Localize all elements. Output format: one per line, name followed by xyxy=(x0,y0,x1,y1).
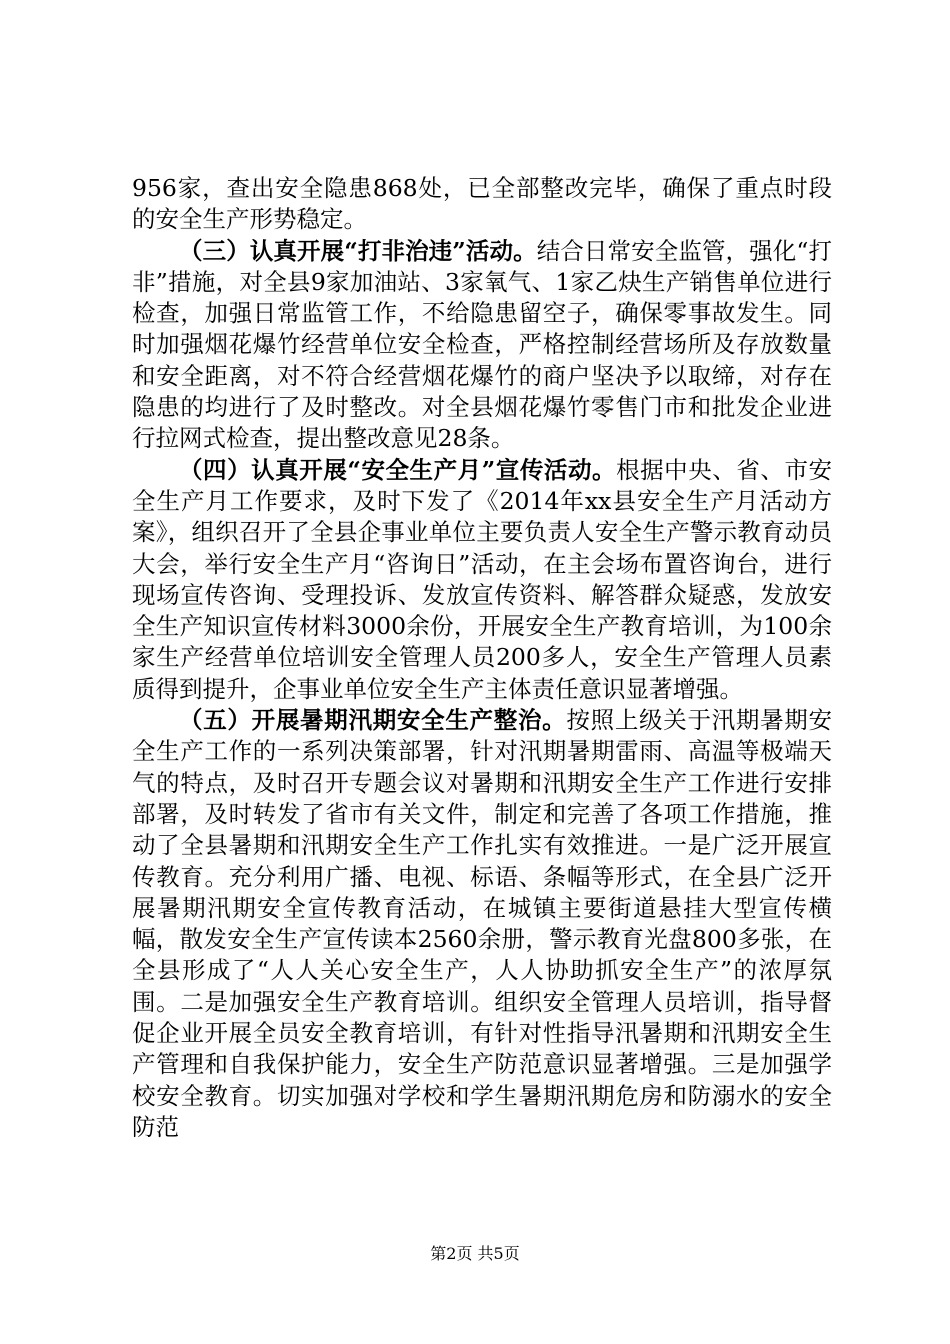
paragraph-text: 按照上级关于汛期暑期安全生产工作的一系列决策部署，针对汛期暑期雷雨、高温等极端天气的特点，及时召开专题会议对暑期和汛期安全生产工作进行安排部署，及时转发了省市有关文件，制定和完善了各项工作措施，推动了全县暑期和汛期安全生产工作扎实有效推进。一是广泛开展宣传教育。充分利用广播、电视、标语、条幅等形式，在全县广泛开展暑期汛期安全宣传教育活动，在城镇主要街道悬挂大型宣传横幅，散发安全生产宣传读本2560余册，警示教育光盘800多张，在全县形成了“人人关心安全生产，人人协助抓安全生产”的浓厚氛围。二是加强安全生产教育培训。组织安全管理人员培训，指导督促企业开展全员安全教育培训，有针对性指导汛暑期和汛期安全生产管理和自我保护能力，安全生产防范意识显著增强。三是加强学校安全教育。切实加强对学校和学生暑期汛期危房和防溺水的安全防范 xyxy=(132,706,833,1141)
section-heading: （三）认真开展“打非治违”活动。 xyxy=(179,236,537,265)
paragraph-section-3 xyxy=(132,236,832,455)
page-number-label: 第2页 共5页 xyxy=(430,1244,520,1263)
page-footer xyxy=(0,1244,950,1264)
section-heading: （五）开展暑期汛期安全生产整治。 xyxy=(179,706,567,735)
paragraph-text: 根据中央、省、市安全生产月工作要求，及时下发了《2014年xx县安全生产月活动方案》，组织召开了全县企事业单位主要负责人安全生产警示教育动员大会，举行安全生产月“咨询日”活动，在主会场布置咨询台，进行现场宣传咨询、受理投诉、发放宣传资料、解答群众疑惑，发放安全生产知识宣传材料3000余份，开展安全生产教育培训，为100余家生产经营单位培训安全管理人员200多人，安全生产管理人员素质得到提升，企事业单位安全生产主体责任意识显著增强。 xyxy=(132,455,832,703)
paragraph-section-5 xyxy=(132,705,832,1143)
paragraph-text: 结合日常安全监管，强化“打非”措施，对全县9家加油站、3家氧气、1家乙炔生产销售单位进行检查，加强日常监管工作，不给隐患留空子，确保零事故发生。同时加强烟花爆竹经营单位安全检查，严格控制经营场所及存放数量和安全距离，对不符合经营烟花爆竹的商户坚决予以取缔，对存在隐患的均进行了及时整改。对全县烟花爆竹零售门市和批发企业进行拉网式检查，提出整改意见28条。 xyxy=(132,236,832,453)
paragraph-text: 956家，查出安全隐患868处，已全部整改完毕，确保了重点时段的安全生产形势稳定。 xyxy=(132,174,832,234)
paragraph-section-4 xyxy=(132,455,832,705)
section-heading: （四）认真开展“安全生产月”宣传活动。 xyxy=(179,455,617,484)
document-body xyxy=(132,173,832,1143)
paragraph-continuation xyxy=(132,173,832,236)
